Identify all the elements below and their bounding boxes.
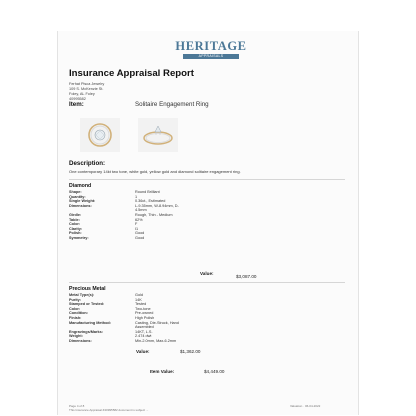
row-label: Condition: (69, 311, 88, 316)
row-value: Round Brilliant (135, 190, 160, 194)
report-title: Insurance Appraisal Report (69, 68, 194, 79)
row-value: 1 (135, 194, 138, 199)
metal-value-label: Value: (136, 349, 150, 354)
row-label: Stamped or Tested: (69, 302, 105, 307)
row-label: Weight: (69, 334, 83, 339)
diamond-value: $3,087.00 (236, 274, 257, 279)
row-value: Rough, Thin - Medium (135, 213, 173, 217)
item-name: Solitaire Engagement Ring (135, 101, 209, 108)
total-value-label: Item Value: (150, 369, 175, 374)
row-label: Dimensions: (69, 339, 92, 343)
item-label: Item: (69, 101, 84, 108)
row-value: 2.474 dwt (135, 334, 152, 339)
address-line: 109 S. McKenzie St. (69, 87, 104, 91)
row-value: Gold (135, 293, 144, 297)
row-label: Dimensions: (69, 203, 92, 208)
row-value: Assembled (135, 325, 154, 330)
metal-heading: Precious Metal (69, 286, 106, 292)
row-value: 0.36ct., Estimated (135, 199, 166, 204)
row-label: Engravings/Marks: (69, 329, 103, 334)
footer-page-number: Page 4 of 8 (69, 404, 85, 408)
row-label: Manufacturing Method: (69, 320, 111, 325)
row-value: 4.5mm (135, 208, 147, 213)
ring-photo-side (138, 118, 178, 152)
diamond-value-label: Value: (200, 271, 214, 276)
row-value: 62% (135, 217, 143, 222)
address-line: Foley, AL Foley (69, 92, 95, 96)
row-label: Color: (69, 222, 81, 227)
row-value: Good (135, 236, 145, 240)
row-label: Finish: (69, 316, 82, 320)
row-label: Clarity: (69, 226, 83, 231)
logo-wordmark: HERITAGE (175, 39, 247, 53)
metal-value: $1,362.00 (180, 349, 201, 354)
row-value: Tested (135, 302, 147, 307)
diamond-heading: Diamond (69, 183, 92, 189)
description-text: One contemporary 14kt two tone, white gold, yellow gold and diamond solitaire engagement ring. (69, 169, 241, 174)
row-label: Symmetry: (69, 236, 89, 240)
appraisal-page (57, 31, 359, 415)
row-value: Pre-owned (135, 311, 154, 316)
row-value: Min-2.0mm, Max-6.2mm (135, 339, 177, 343)
total-value: $4,449.00 (204, 369, 225, 374)
row-value: 14K (135, 297, 142, 302)
row-label: Table: (69, 217, 80, 222)
heritage-logo (173, 39, 249, 65)
ring-photo-top (80, 118, 120, 152)
row-label: Shape: (69, 190, 82, 194)
description-heading: Description: (69, 160, 106, 167)
divider (69, 282, 345, 283)
row-label: Quantity: (69, 194, 86, 199)
row-value: L-9.35mm, W-8.94mm, D- (135, 203, 179, 208)
row-value: I1 (135, 226, 139, 231)
row-value: High Polish (135, 316, 155, 320)
row-label: Metal Type(s): (69, 293, 95, 297)
row-label: Girdle: (69, 213, 82, 217)
row-value: F (135, 222, 138, 227)
divider (69, 179, 345, 180)
row-value: Good (135, 231, 145, 236)
row-value: 14KT, L.S. (135, 329, 153, 334)
jeweler-address (69, 82, 104, 102)
row-label: Color: (69, 306, 81, 311)
address-line: 40995582 (69, 97, 86, 101)
row-label: Purity: (69, 297, 82, 302)
row-label: Polish: (69, 231, 82, 236)
footer-notice: This Insurance Appraisal #40995582 document is subject ... (69, 408, 149, 412)
row-value: Two-tone (135, 306, 151, 311)
row-value: Casting, Die-Struck, Hand (135, 320, 179, 325)
address-line: Ferhat Pisca Jewelry (69, 82, 105, 86)
footer-reference: Valuation · 06-04-2022 (290, 404, 321, 408)
row-label: Single Weight: (69, 199, 96, 204)
logo-tagline: APPRAISALS (183, 54, 239, 59)
